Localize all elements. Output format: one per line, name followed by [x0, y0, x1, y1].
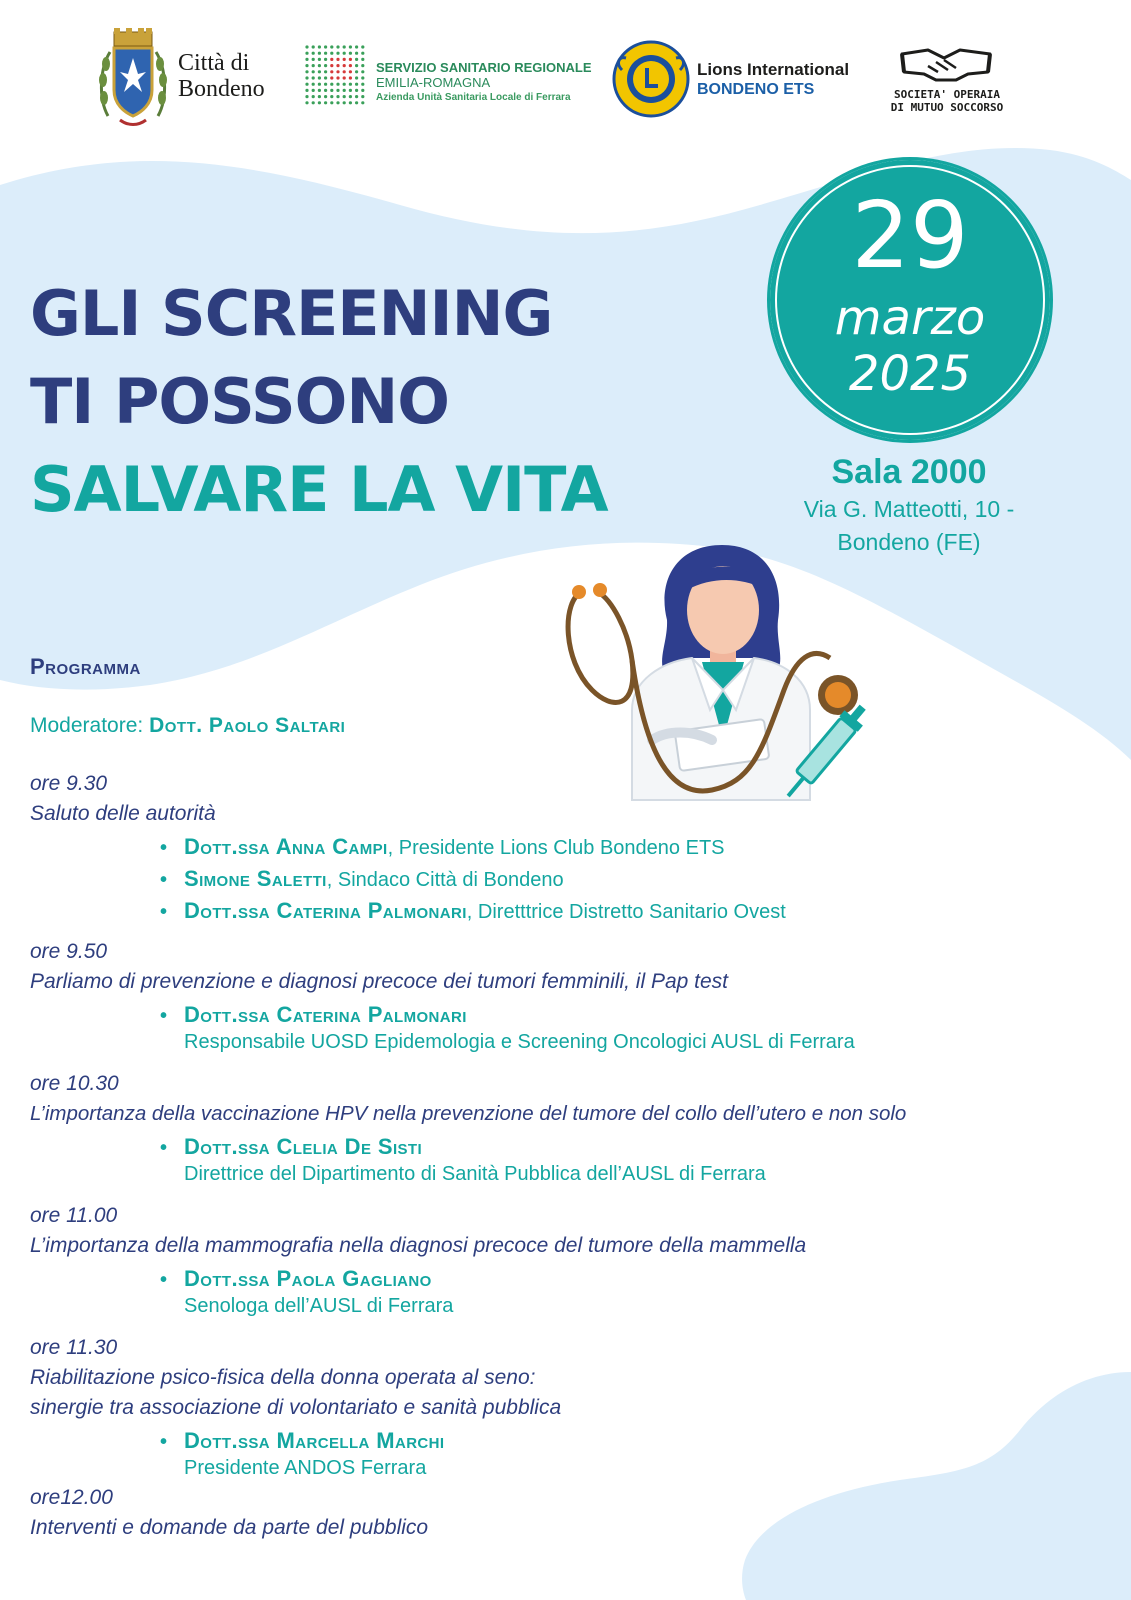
lions-emblem-icon: [612, 40, 690, 118]
title-line3: SALVARE LA VITA: [30, 453, 608, 526]
date-year: 2025: [848, 346, 972, 402]
session-time: ore 9.30: [30, 772, 108, 795]
speaker-role: , Presidente Lions Club Bondeno ETS: [387, 837, 725, 859]
speaker-name: Dott.ssa Marcella Marchi: [184, 1428, 445, 1453]
session-time: ore12.00: [30, 1486, 113, 1509]
lions-line1: Lions International: [697, 60, 850, 79]
soms-line1: SOCIETA' OPERAIA: [894, 88, 1000, 101]
citta-line1: Città di: [178, 50, 250, 76]
date-day: 29: [851, 182, 969, 289]
session-time: ore 11.30: [30, 1336, 118, 1359]
ssr-line3: Azienda Unità Sanitaria Locale di Ferrara: [376, 92, 571, 103]
venue-name: Sala 2000: [831, 453, 987, 491]
session-topic: L’importanza della vaccinazione HPV nella prevenzione del tumore del collo dell’utero e non solo: [30, 1102, 907, 1125]
speaker-role: Responsabile UOSD Epidemologia e Screening Oncologici AUSL di Ferrara: [184, 1031, 855, 1053]
doctor-illustration: [552, 540, 872, 820]
date-badge: [770, 160, 1050, 440]
session-topic: Interventi e domande da parte del pubblico: [30, 1516, 429, 1539]
program-heading: Programma: [30, 654, 141, 679]
speaker-name: Simone Saletti: [184, 866, 327, 891]
soms-logotype: [880, 88, 1014, 114]
moderator-label: Moderatore:: [30, 714, 144, 737]
bullet-icon: •: [160, 901, 168, 923]
handshake-icon: [898, 44, 994, 84]
speaker-role: , Diretttrice Distretto Sanitario Ovest: [466, 901, 786, 923]
moderator-line: [30, 714, 345, 738]
ssr-line2: EMILIA-ROMAGNA: [376, 75, 491, 90]
bullet-icon: •: [160, 1005, 168, 1027]
speaker-entry: [160, 1134, 423, 1160]
speaker-entry: [160, 898, 786, 924]
moderator-name: Dott. Paolo Saltari: [149, 714, 346, 737]
bondeno-crest-icon: [98, 28, 168, 130]
session-topic: Saluto delle autorità: [30, 802, 216, 825]
speaker-entry: [160, 866, 564, 892]
event-title: [30, 270, 608, 534]
bullet-icon: •: [160, 1431, 168, 1453]
venue-address-line2: Bondeno (FE): [837, 529, 981, 555]
session-topic: Parliamo di prevenzione e diagnosi precoce dei tumori femminili, il Pap test: [30, 970, 729, 993]
title-line2: TI POSSONO: [30, 365, 449, 438]
soms-line2: DI MUTUO SOCCORSO: [890, 101, 1004, 114]
venue-address-line1: Via G. Matteotti, 10 -: [803, 496, 1015, 522]
speaker-entry: [160, 1428, 445, 1454]
speaker-name: Dott.ssa Clelia De Sisti: [184, 1134, 423, 1159]
session-time: ore 10.30: [30, 1072, 119, 1095]
speaker-entry: [160, 1002, 467, 1028]
bullet-icon: •: [160, 1137, 168, 1159]
lions-line2: BONDENO ETS: [697, 81, 815, 98]
citta-line2: Bondeno: [178, 76, 265, 102]
speaker-name: Dott.ssa Paola Gagliano: [184, 1266, 432, 1291]
speaker-entry: [160, 1266, 432, 1292]
bullet-icon: •: [160, 1269, 168, 1291]
date-month: marzo: [834, 290, 986, 346]
ssr-logotype: [376, 60, 591, 106]
session-topic: L’importanza della mammografia nella diagnosi precoce del tumore della mammella: [30, 1234, 807, 1257]
ssr-dot-grid-icon: [304, 44, 366, 106]
bullet-icon: •: [160, 837, 168, 859]
ssr-line1: SERVIZIO SANITARIO REGIONALE: [376, 60, 592, 75]
speaker-name: Dott.ssa Anna Campi: [184, 834, 388, 859]
speaker-name: Dott.ssa Caterina Palmonari: [184, 1002, 467, 1027]
speaker-role: Direttrice del Dipartimento di Sanità Pubblica dell’AUSL di Ferrara: [184, 1163, 766, 1185]
speaker-role: Presidente ANDOS Ferrara: [184, 1457, 427, 1479]
session-time: ore 9.50: [30, 940, 108, 963]
title-line1: GLI SCREENING: [30, 277, 553, 350]
session-topic: Riabilitazione psico-fisica della donna operata al seno:: [30, 1366, 536, 1389]
speaker-role: , Sindaco Città di Bondeno: [326, 869, 564, 891]
session-time: ore 11.00: [30, 1204, 118, 1227]
bullet-icon: •: [160, 869, 168, 891]
lions-logotype: [697, 60, 849, 100]
citta-di-bondeno-logotype: [178, 50, 265, 102]
speaker-entry: [160, 834, 725, 860]
speaker-name: Dott.ssa Caterina Palmonari: [184, 898, 467, 923]
speaker-role: Senologa dell’AUSL di Ferrara: [184, 1295, 454, 1317]
session-topic: sinergie tra associazione di volontariato e sanità pubblica: [30, 1396, 562, 1419]
